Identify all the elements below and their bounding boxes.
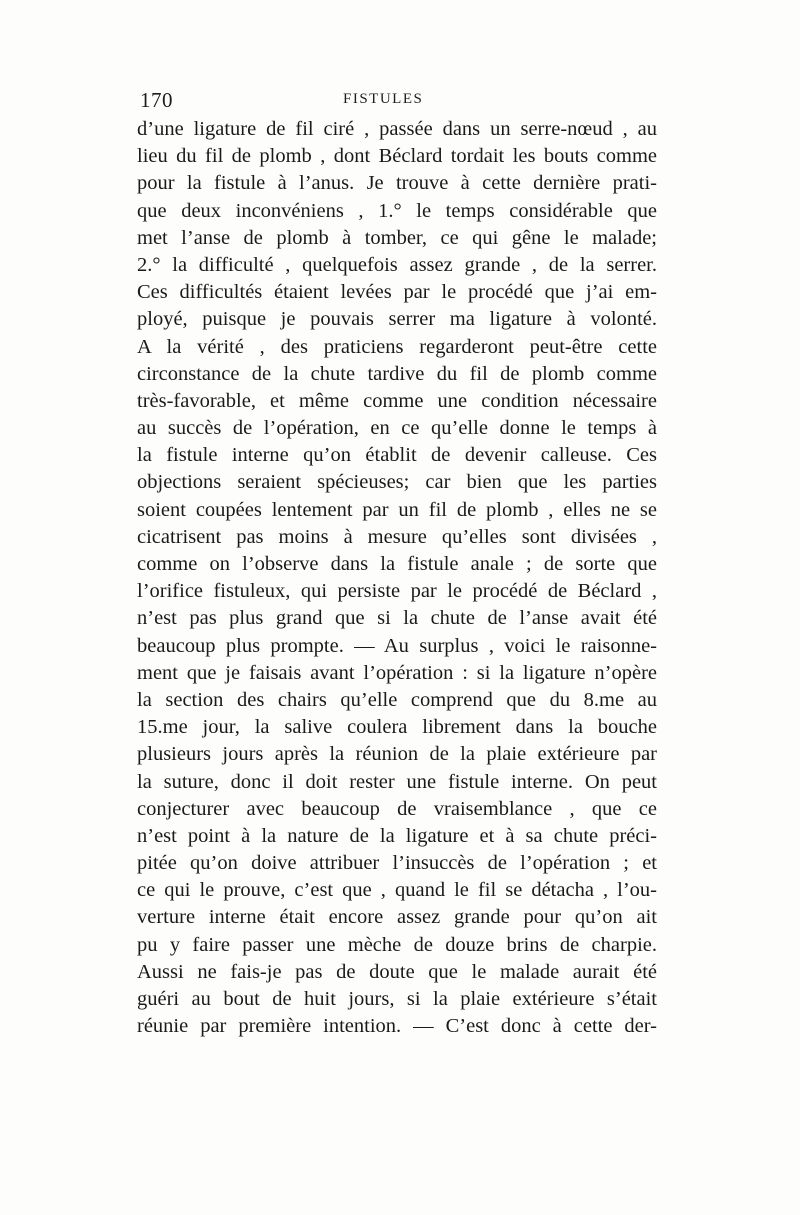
text-line: l’orifice fistuleux, qui persiste par le procédé de Béclard , <box>137 580 657 603</box>
text-line: la fistule interne qu’on établit de devenir calleuse. Ces <box>137 444 657 467</box>
text-line: au succès de l’opération, en ce qu’elle donne le temps à <box>137 417 657 440</box>
text-line: ce qui le prouve, c’est que , quand le fil se détacha , l’ou- <box>137 879 657 902</box>
text-line: la section des chairs qu’elle comprend que du 8.me au <box>137 688 657 711</box>
text-line: pu y faire passer une mèche de douze brins de charpie. <box>137 933 657 956</box>
text-line: la suture, donc il doit rester une fistule interne. On peut <box>137 770 657 793</box>
text-line: ployé, puisque je pouvais serrer ma ligature à volonté. <box>137 308 657 331</box>
page-number: 170 <box>140 88 173 112</box>
text-line: Aussi ne fais-je pas de doute que le malade aurait été <box>137 960 657 983</box>
text-line: met l’anse de plomb à tomber, ce qui gêne le malade; <box>137 226 657 249</box>
text-line: 15.me jour, la salive coulera librement dans la bouche <box>137 716 657 739</box>
text-line: réunie par première intention. — C’est donc à cette der- <box>137 1015 657 1038</box>
text-line: beaucoup plus prompte. — Au surplus , voici le raisonne- <box>137 634 657 657</box>
text-line: plusieurs jours après la réunion de la plaie extérieure par <box>137 743 657 766</box>
text-line: conjecturer avec beaucoup de vraisemblance , que ce <box>137 797 657 820</box>
text-line: circonstance de la chute tardive du fil de plomb comme <box>137 362 657 385</box>
text-line: 2.° la difficulté , quelquefois assez grande , de la serrer. <box>137 253 657 276</box>
running-head: FISTULES <box>343 91 424 107</box>
page-header <box>140 88 660 118</box>
text-line: pitée qu’on doive attribuer l’insuccès de l’opération ; et <box>137 852 657 875</box>
text-line: Ces difficultés étaient levées par le procédé que j’ai em- <box>137 281 657 304</box>
text-line: pour la fistule à l’anus. Je trouve à cette dernière prati- <box>137 172 657 195</box>
text-line: cicatrisent pas moins à mesure qu’elles sont divisées , <box>137 525 657 548</box>
body-text <box>137 116 657 1040</box>
text-line: que deux inconvéniens , 1.° le temps considérable que <box>137 199 657 222</box>
text-line: n’est pas plus grand que si la chute de l’anse avait été <box>137 607 657 630</box>
text-line: d’une ligature de fil ciré , passée dans un serre-nœud , au <box>137 118 657 140</box>
text-line: ment que je faisais avant l’opération : si la ligature n’opère <box>137 661 657 684</box>
text-line: comme on l’observe dans la fistule anale ; de sorte que <box>137 553 657 575</box>
text-line: guéri au bout de huit jours, si la plaie extérieure s’était <box>137 988 657 1010</box>
text-line: verture interne était encore assez grande pour qu’on ait <box>137 906 657 929</box>
text-line: n’est point à la nature de la ligature et à sa chute préci- <box>137 824 657 847</box>
text-line: objections seraient spécieuses; car bien que les parties <box>137 471 657 494</box>
text-line: lieu du fil de plomb , dont Béclard tordait les bouts comme <box>137 145 657 168</box>
text-line: soient coupées lentement par un fil de plomb , elles ne se <box>137 498 657 521</box>
text-line: très-favorable, et même comme une condition nécessaire <box>137 389 657 412</box>
text-line: A la vérité , des praticiens regarderont peut-être cette <box>137 335 657 358</box>
